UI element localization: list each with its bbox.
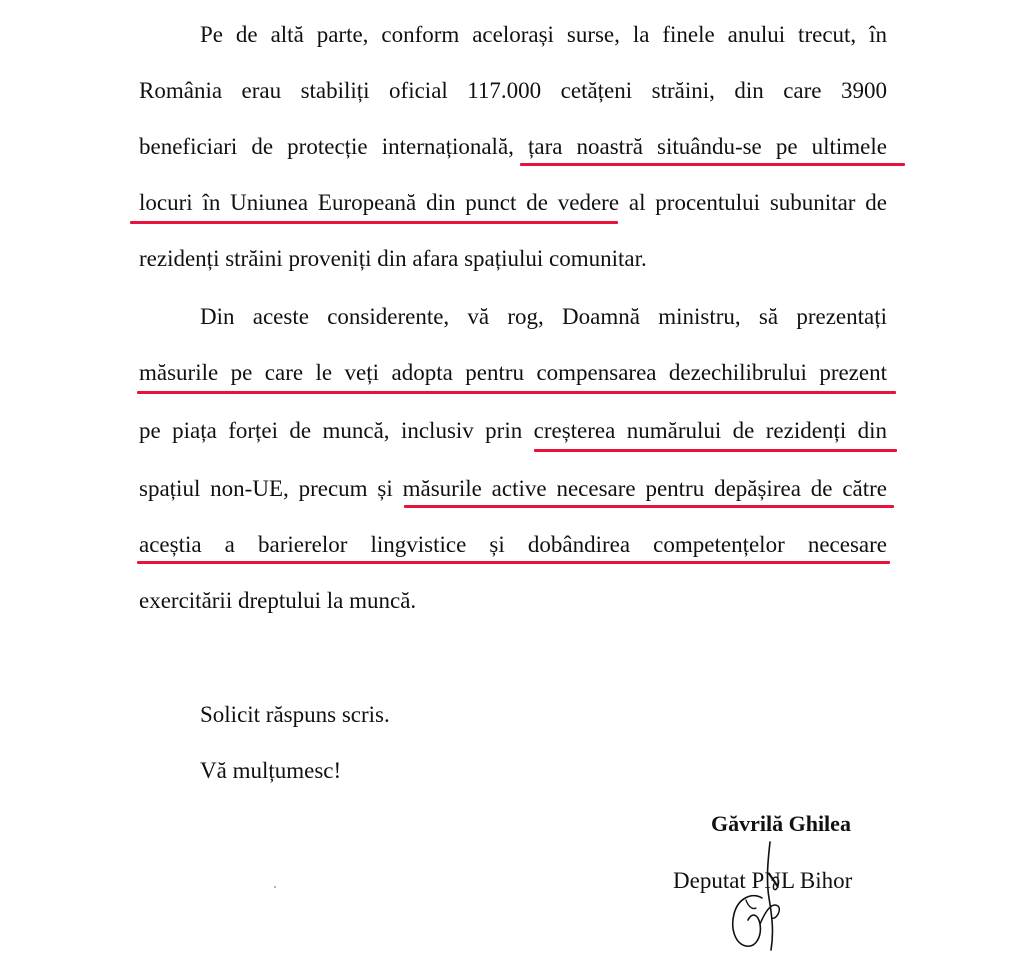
highlight-underline (404, 505, 894, 508)
closing-request: Solicit răspuns scris. (200, 702, 390, 727)
paragraph-1-line-2: România erau stabiliți oficial 117.000 cetățeni străini, din care 3900 (139, 78, 887, 103)
paragraph-2-line-2: măsurile pe care le veți adopta pentru compensarea dezechilibrului prezent (139, 360, 887, 385)
signer-role: Deputat PNL Bihor (673, 868, 853, 893)
signer-name: Găvrilă Ghilea (711, 811, 851, 836)
handwritten-signature (722, 840, 792, 952)
highlight-underline (534, 449, 897, 452)
closing-thanks: Vă mulțumesc! (200, 758, 342, 783)
paragraph-1-line-4: locuri în Uniunea Europeană din punct de vedere al procentului subunitar de (139, 190, 887, 215)
paragraph-1-line-3: beneficiari de protecție internațională, țara noastră situându-se pe ultimele (139, 134, 887, 159)
paragraph-2-line-5: aceștia a barierelor lingvistice și dobândirea competențelor necesare (139, 532, 887, 557)
highlight-underline (137, 391, 896, 394)
paragraph-2-line-6: exercitării dreptului la muncă. (139, 588, 417, 613)
paragraph-2-line-1: Din aceste considerente, vă rog, Doamnă ministru, să prezentați (200, 304, 887, 329)
paragraph-1-line-5: rezidenți străini proveniți din afara spațiului comunitar. (139, 246, 647, 271)
scan-speck (274, 886, 276, 888)
highlight-underline (520, 163, 905, 166)
paragraph-1-line-1: Pe de altă parte, conform acelorași surse, la finele anului trecut, în (200, 22, 887, 47)
highlight-underline (130, 221, 618, 224)
highlight-underline (137, 561, 890, 564)
paragraph-2-line-4: spațiul non-UE, precum și măsurile active necesare pentru depășirea de către (139, 476, 887, 501)
paragraph-2-line-3: pe piața forței de muncă, inclusiv prin creșterea numărului de rezidenți din (139, 418, 887, 443)
